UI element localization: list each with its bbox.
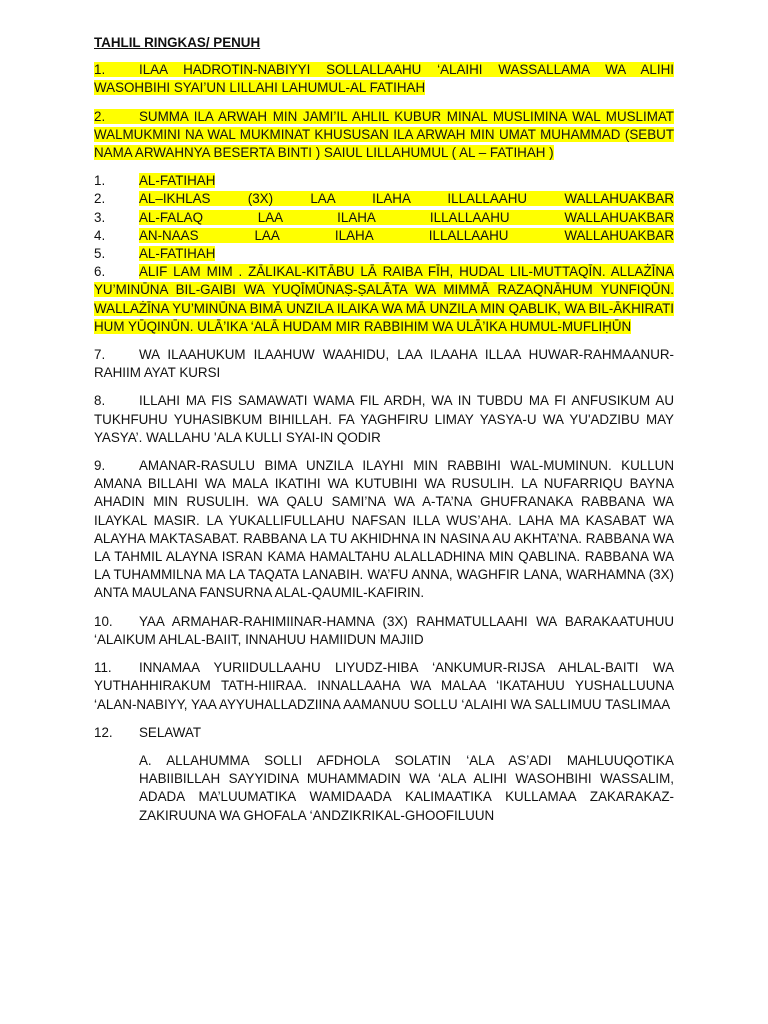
list-text: AN-NAAS LAA ILAHA ILLALLAAHU WALLAHUAKBAR [139, 227, 674, 243]
paragraph-text: AMANAR-RASULU BIMA UNZILA ILAYHI MIN RABBIHI WAL-MUMINUN. KULLUN AMANA BILLAHI WA MALA IKATIHI WA KUTUBIHI WA RUSULIH. LA NUFARRIQU BAYNA AHADIN MIN RUSULIH. WA QALU SAMI’NA WA A-TA’NA GHUFRANAKA RABBANA WA ILAYKAL MASIR. LA YUKALLIFULLAHU NAFSAN ILLA WUS’AHA. LAHA MA KASABAT WA ALAYHA MAKTASABAT. RABBANA LA TU AKHIDHNA IN NASINA AU AKHTA’NA. RABBANA WA LA TAHMIL ALAYNA ISRAN KAMA HAMALTAHU ALALLADHINA MIN QABLINA. RABBANA WA LA TUHAMMILNA MA LA TAQATA LANABIH. WA’FU ANNA, WAGHFIR LANA, WARHAMNA (3X) ANTA MAULANA FANSURNA ALAL-QAUMIL-KAFIRIN. [94, 458, 674, 601]
paragraph-number: 1. [94, 62, 106, 78]
document-title: TAHLIL RINGKAS/ PENUH [94, 35, 261, 50]
paragraph-12 [94, 724, 674, 742]
paragraph-number: 9. [94, 458, 106, 474]
paragraph-text: WA ILAAHUKUM ILAAHUW WAAHIDU, LAA ILAAHA ILLAA HUWAR-RAHMAANUR-RAHIIM AYAT KURSI [94, 347, 674, 381]
paragraph-number: 2. [94, 108, 106, 124]
paragraph-number: 12. [94, 724, 113, 740]
list-item [94, 190, 674, 208]
paragraph-11 [94, 659, 674, 714]
paragraph-number: 8. [94, 393, 106, 409]
paragraph-1 [94, 61, 674, 97]
list-item [94, 209, 674, 227]
paragraph-number: 7. [94, 347, 106, 363]
list-number: 1. [94, 173, 106, 189]
list-item [94, 245, 674, 263]
list-item-6 [94, 263, 674, 336]
paragraph-text: SUMMA ILA ARWAH MIN JAMI’IL AHLIL KUBUR MINAL MUSLIMINA WAL MUSLIMAT WALMUKMINI NA WAL MUKMINAT KHUSUSAN ILA ARWAH MIN UMAT MUHAMMAD (SEBUT NAMA ARWAHNYA BESERTA BINTI ) SAIUL LILLAHUMUL ( AL – FATIHAH ) [94, 108, 674, 161]
paragraph-text: YAA ARMAHAR-RAHIMIINAR-HAMNA (3X) RAHMATULLAAHI WA BARAKAATUHUU ‘ALAIKUM AHLAL-BAIIT, INNAHUU HAMIIDUN MAJIID [94, 613, 674, 647]
list-number: 2. [94, 191, 106, 207]
list-number: 6. [94, 264, 106, 280]
list-item [94, 172, 674, 190]
list-number: 4. [94, 227, 106, 243]
list-text: AL-FALAQ LAA ILAHA ILLALLAAHU WALLAHUAKBAR [139, 209, 674, 225]
list-text: AL-FATIHAH [139, 246, 216, 262]
paragraph-number: 11. [94, 660, 112, 676]
paragraph-8 [94, 392, 674, 447]
paragraph-7 [94, 346, 674, 382]
paragraph-2 [94, 108, 674, 163]
paragraph-text: ILAA HADROTIN-NABIYYI SOLLALLAAHU ‘ALAIHI WASSALLAMA WA ALIHI WASOHBIHI SYAI’UN LILLAHI LAHUMUL-AL FATIHAH [94, 62, 674, 96]
list-number: 3. [94, 209, 106, 225]
list-item [94, 227, 674, 245]
paragraph-1-highlight [94, 62, 674, 95]
surah-list [94, 172, 674, 263]
paragraph-2-highlight [94, 109, 674, 160]
paragraph-number: 10. [94, 613, 113, 629]
list-text: ALIF LAM MIM . ZĀLIKAL-KITĀBU LĀ RAIBA FĪH, HUDAL LIL-MUTTAQĪN. ALLAŻĪNA YU’MINŪNA BIL-GAIBI WA YUQĪMŪNAṢ-ṢALĀTA WA MIMMĀ RAZAQNĀHUM YUNFIQŪN. WALLAŻĪNA YU’MINŪNA BIMĀ UNZILA ILAIKA WA MĀ UNZILA MIN QABLIK, WA BIL-ĀKHIRATI HUM YŪQINŪN. ULĀ’IKA ‘ALĀ HUDAM MIR RABBIHIM WA ULĀ’IKA HUMUL-MUFLIḤŪN [94, 264, 674, 334]
paragraph-text: INNAMAA YURIIDULLAAHU LIYUDZ-HIBA ‘ANKUMUR-RIJSA AHLAL-BAITI WA YUTHAHHIRAKUM TATH-HIIRAA. INNALLAAHA WA MALAA ‘IKATAHUU YUSHALLUUNA ‘ALAN-NABIYY, YAA AYYUHALLADZIINA AAMANUU SOLLU ‘ALAIHI WA SALLIMUU TASLIMAA [94, 660, 674, 712]
document-page [94, 34, 674, 825]
paragraph-text: ILLAHI MA FIS SAMAWATI WAMA FIL ARDH, WA IN TUBDU MA FI ANFUSIKUM AU TUKHFUHU YUHASIBKUM BIHILLAH. FA YAGHFIRU LIMAY YASYA-U WA YU'ADZIBU MAY YASYA’. WALLAHU 'ALA KULLI SYAI-IN QODIR [94, 393, 674, 445]
paragraph-10 [94, 613, 674, 649]
paragraph-9 [94, 457, 674, 603]
list-text: AL-FATIHAH [139, 173, 216, 189]
paragraph-text: SELAWAT [139, 724, 202, 740]
paragraph-12a: A. ALLAHUMMA SOLLI AFDHOLA SOLATIN ‘ALA AS’ADI MAHLUUQOTIKA HABIIBILLAH SAYYIDINA MUHAMMADIN WA ‘ALA ALIHI WASOHBIHI WASSALIM, ADADA MA’LUUMATIKA WAMIDAADA KALIMAATIKA KULLAMAA ZAKARAKAZ-ZAKIRUUNA WA GHOFALA ‘ANDZIKRIKAL-GHOOFILUUN [139, 752, 674, 823]
list-text: AL–IKHLAS (3X) LAA ILAHA ILLALLAAHU WALLAHUAKBAR [139, 191, 674, 207]
list-number: 5. [94, 246, 106, 262]
